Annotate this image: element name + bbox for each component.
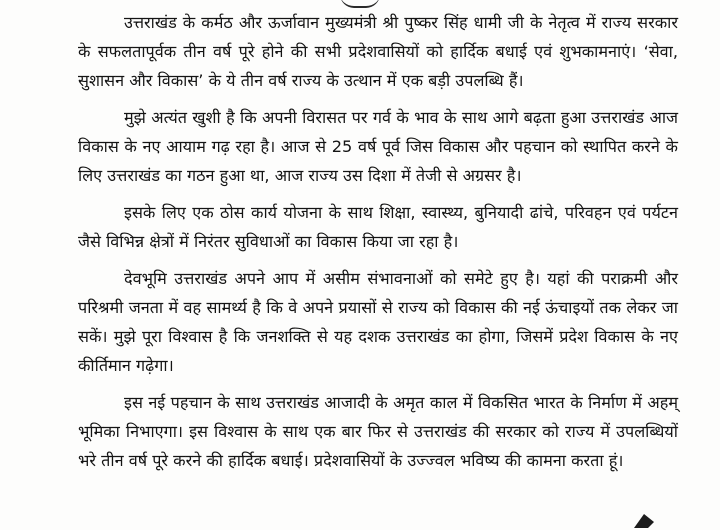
paragraph-4: देवभूमि उत्तराखंड अपने आप में असीम संभावनाओं को समेटे हुए है। यहां की पराक्रमी और परिश्रमी जनता में वह सामर्थ्य है कि वे अपने प्रयासों से राज्य को विकास की नई ऊंचाइयों तक लेकर जा सकें। मुझे पूरा विश्वास है कि जनशक्ति से यह दशक उत्तराखंड का होगा, जिसमें प्रदेश विकास के नए कीर्तिमान गढ़ेगा। bbox=[78, 269, 678, 375]
paragraph-3: इसके लिए एक ठोस कार्य योजना के साथ शिक्षा, स्वास्थ्य, बुनियादी ढांचे, परिवहन एवं पर्यटन जैसे विभिन्न क्षेत्रों में निरंतर सुविधाओं का विकास किया जा रहा है। bbox=[78, 203, 678, 251]
letter-body bbox=[78, 8, 678, 483]
paragraph-5: इस नई पहचान के साथ उत्तराखंड आजादी के अमृत काल में विकसित भारत के निर्माण में अहम् भूमिका निभाएगा। इस विश्वास के साथ एक बार फिर से उत्तराखंड की सरकार को राज्य में उपलब्धियों भरे तीन वर्ष पूरे करने की हार्दिक बधाई। प्रदेशवासियों के उज्ज्वल भविष्य की कामना करता हूं। bbox=[78, 393, 678, 470]
paragraph-1: उत्तराखंड के कर्मठ और ऊर्जावान मुख्यमंत्री श्री पुष्कर सिंह धामी जी के नेतृत्व में राज्य सरकार के सफलतापूर्वक तीन वर्ष पूरे होने की सभी प्रदेशवासियों को हार्दिक बधाई एवं शुभकामनाएं। ‘सेवा, सुशासन और विकास’ के ये तीन वर्ष राज्य के उत्थान में एक बड़ी उपलब्धि हैं। bbox=[78, 13, 678, 90]
signature-stroke-icon bbox=[632, 510, 658, 530]
paragraph-2: मुझे अत्यंत खुशी है कि अपनी विरासत पर गर्व के भाव के साथ आगे बढ़ता हुआ उत्तराखंड आज विकास के नए आयाम गढ़ रहा है। आज से 25 वर्ष पूर्व जिस विकास और पहचान को स्थापित करने के लिए उत्तराखंड का गठन हुआ था, आज राज्य उस दिशा में तेजी से अग्रसर है। bbox=[78, 108, 678, 185]
top-handwritten-mark bbox=[340, 0, 380, 8]
